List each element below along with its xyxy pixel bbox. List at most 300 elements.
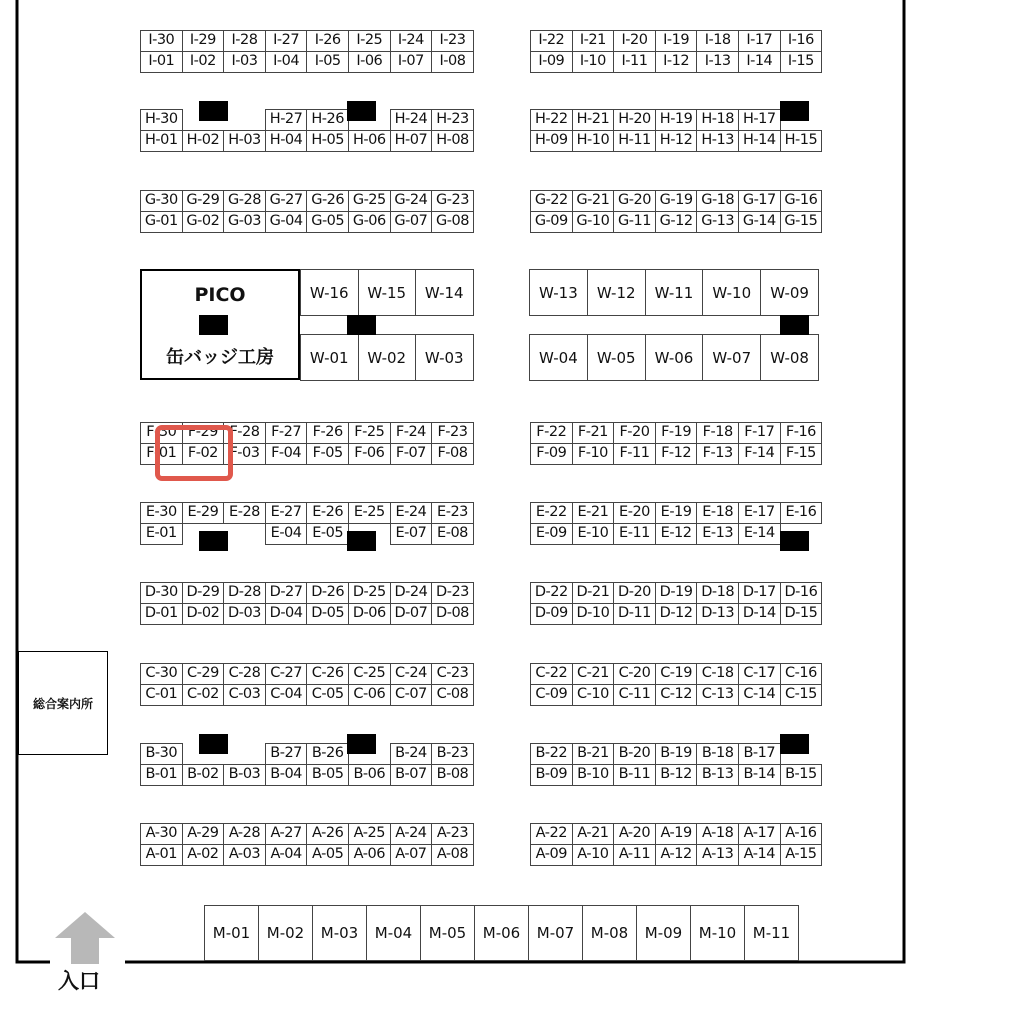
booth[interactable]: G-28: [223, 190, 266, 212]
booth[interactable]: A-08: [431, 844, 474, 866]
booth[interactable]: A-12: [655, 844, 698, 866]
booth[interactable]: F-21: [572, 422, 615, 444]
booth[interactable]: C-26: [306, 663, 349, 685]
booth[interactable]: C-08: [431, 684, 474, 706]
booth[interactable]: B-07: [390, 764, 433, 786]
booth[interactable]: F-14: [738, 443, 781, 465]
booth[interactable]: C-24: [390, 663, 433, 685]
booth[interactable]: B-21: [572, 743, 615, 765]
booth[interactable]: F-13: [696, 443, 739, 465]
booth[interactable]: W-06: [645, 334, 704, 381]
booth[interactable]: B-09: [530, 764, 573, 786]
booth[interactable]: B-11: [613, 764, 656, 786]
booth[interactable]: A-17: [738, 823, 781, 845]
booth[interactable]: F-01: [140, 443, 183, 465]
booth[interactable]: I-15: [780, 51, 823, 73]
booth[interactable]: H-23: [431, 109, 474, 131]
booth[interactable]: H-21: [572, 109, 615, 131]
booth[interactable]: H-04: [265, 130, 308, 152]
booth[interactable]: H-30: [140, 109, 183, 131]
booth[interactable]: F-05: [306, 443, 349, 465]
booth[interactable]: A-23: [431, 823, 474, 845]
booth[interactable]: D-10: [572, 603, 615, 625]
booth[interactable]: G-18: [696, 190, 739, 212]
booth[interactable]: B-19: [655, 743, 698, 765]
booth[interactable]: A-11: [613, 844, 656, 866]
booth[interactable]: D-21: [572, 582, 615, 604]
booth[interactable]: C-12: [655, 684, 698, 706]
booth[interactable]: F-17: [738, 422, 781, 444]
booth[interactable]: G-19: [655, 190, 698, 212]
booth[interactable]: D-11: [613, 603, 656, 625]
booth[interactable]: C-01: [140, 684, 183, 706]
booth[interactable]: H-02: [182, 130, 225, 152]
booth[interactable]: C-19: [655, 663, 698, 685]
booth[interactable]: A-03: [223, 844, 266, 866]
booth[interactable]: E-04: [265, 523, 308, 545]
booth[interactable]: H-11: [613, 130, 656, 152]
booth[interactable]: H-19: [655, 109, 698, 131]
booth[interactable]: D-24: [390, 582, 433, 604]
booth[interactable]: I-17: [738, 30, 781, 52]
booth[interactable]: C-03: [223, 684, 266, 706]
booth[interactable]: I-05: [306, 51, 349, 73]
booth[interactable]: E-12: [655, 523, 698, 545]
booth[interactable]: H-27: [265, 109, 308, 131]
booth[interactable]: E-25: [348, 502, 391, 524]
booth[interactable]: B-02: [182, 764, 225, 786]
booth[interactable]: A-16: [780, 823, 823, 845]
booth[interactable]: W-05: [587, 334, 646, 381]
booth[interactable]: E-22: [530, 502, 573, 524]
booth[interactable]: D-09: [530, 603, 573, 625]
booth[interactable]: C-07: [390, 684, 433, 706]
booth[interactable]: E-07: [390, 523, 433, 545]
booth[interactable]: G-07: [390, 211, 433, 233]
booth[interactable]: W-16: [300, 269, 359, 316]
booth[interactable]: A-09: [530, 844, 573, 866]
booth[interactable]: A-22: [530, 823, 573, 845]
booth[interactable]: D-03: [223, 603, 266, 625]
booth[interactable]: M-06: [474, 905, 529, 961]
booth[interactable]: A-13: [696, 844, 739, 866]
booth[interactable]: F-03: [223, 443, 266, 465]
booth[interactable]: E-30: [140, 502, 183, 524]
booth[interactable]: G-06: [348, 211, 391, 233]
booth[interactable]: D-05: [306, 603, 349, 625]
booth[interactable]: W-14: [415, 269, 474, 316]
booth[interactable]: G-22: [530, 190, 573, 212]
booth[interactable]: E-11: [613, 523, 656, 545]
pico-booth-subtitle: 缶バッジ工房: [166, 347, 274, 368]
booth[interactable]: F-20: [613, 422, 656, 444]
booth[interactable]: F-22: [530, 422, 573, 444]
booth[interactable]: M-09: [636, 905, 691, 961]
booth[interactable]: D-13: [696, 603, 739, 625]
booth[interactable]: E-17: [738, 502, 781, 524]
booth[interactable]: I-23: [431, 30, 474, 52]
booth[interactable]: M-10: [690, 905, 745, 961]
booth[interactable]: B-23: [431, 743, 474, 765]
booth[interactable]: H-17: [738, 109, 781, 131]
booth[interactable]: F-12: [655, 443, 698, 465]
booth[interactable]: E-21: [572, 502, 615, 524]
booth[interactable]: I-13: [696, 51, 739, 73]
booth[interactable]: I-16: [780, 30, 823, 52]
pillar: [199, 315, 228, 335]
booth[interactable]: E-28: [223, 502, 266, 524]
booth[interactable]: G-08: [431, 211, 474, 233]
booth[interactable]: A-27: [265, 823, 308, 845]
booth[interactable]: C-13: [696, 684, 739, 706]
booth[interactable]: I-03: [223, 51, 266, 73]
booth[interactable]: E-20: [613, 502, 656, 524]
pillar: [780, 734, 809, 754]
pillar: [199, 531, 228, 551]
booth[interactable]: I-01: [140, 51, 183, 73]
booth[interactable]: D-17: [738, 582, 781, 604]
booth[interactable]: G-09: [530, 211, 573, 233]
booth[interactable]: C-04: [265, 684, 308, 706]
booth[interactable]: W-08: [760, 334, 819, 381]
booth[interactable]: A-06: [348, 844, 391, 866]
booth[interactable]: H-03: [223, 130, 266, 152]
booth[interactable]: G-26: [306, 190, 349, 212]
booth[interactable]: H-05: [306, 130, 349, 152]
booth[interactable]: A-04: [265, 844, 308, 866]
booth[interactable]: C-14: [738, 684, 781, 706]
booth[interactable]: D-20: [613, 582, 656, 604]
booth[interactable]: W-07: [702, 334, 761, 381]
booth[interactable]: E-05: [306, 523, 349, 545]
booth[interactable]: W-15: [358, 269, 417, 316]
booth[interactable]: C-09: [530, 684, 573, 706]
booth[interactable]: F-24: [390, 422, 433, 444]
booth[interactable]: I-08: [431, 51, 474, 73]
booth[interactable]: C-11: [613, 684, 656, 706]
booth[interactable]: F-23: [431, 422, 474, 444]
booth[interactable]: F-02: [182, 443, 225, 465]
booth[interactable]: G-20: [613, 190, 656, 212]
booth[interactable]: B-01: [140, 764, 183, 786]
booth[interactable]: B-26: [306, 743, 349, 765]
booth[interactable]: G-05: [306, 211, 349, 233]
booth[interactable]: C-29: [182, 663, 225, 685]
booth[interactable]: G-15: [780, 211, 823, 233]
booth[interactable]: D-12: [655, 603, 698, 625]
booth[interactable]: W-01: [300, 334, 359, 381]
booth[interactable]: D-27: [265, 582, 308, 604]
booth[interactable]: W-11: [645, 269, 704, 316]
booth[interactable]: F-29: [182, 422, 225, 444]
booth[interactable]: G-21: [572, 190, 615, 212]
booth[interactable]: I-20: [613, 30, 656, 52]
booth[interactable]: H-07: [390, 130, 433, 152]
booth[interactable]: D-07: [390, 603, 433, 625]
booth[interactable]: H-08: [431, 130, 474, 152]
booth[interactable]: A-19: [655, 823, 698, 845]
booth[interactable]: I-21: [572, 30, 615, 52]
booth[interactable]: I-22: [530, 30, 573, 52]
booth[interactable]: E-13: [696, 523, 739, 545]
booth[interactable]: B-06: [348, 764, 391, 786]
information-desk-label: 総合案内所: [32, 696, 93, 711]
booth[interactable]: M-03: [312, 905, 367, 961]
booth[interactable]: E-01: [140, 523, 183, 545]
booth[interactable]: H-18: [696, 109, 739, 131]
booth[interactable]: G-14: [738, 211, 781, 233]
pillar: [199, 734, 228, 754]
booth[interactable]: M-01: [204, 905, 259, 961]
booth[interactable]: C-22: [530, 663, 573, 685]
booth[interactable]: I-06: [348, 51, 391, 73]
information-desk[interactable]: [18, 651, 108, 755]
booth[interactable]: B-18: [696, 743, 739, 765]
booth[interactable]: C-30: [140, 663, 183, 685]
booth[interactable]: B-14: [738, 764, 781, 786]
booth[interactable]: B-20: [613, 743, 656, 765]
booth[interactable]: H-06: [348, 130, 391, 152]
booth[interactable]: I-07: [390, 51, 433, 73]
booth[interactable]: H-14: [738, 130, 781, 152]
booth[interactable]: G-17: [738, 190, 781, 212]
booth[interactable]: A-05: [306, 844, 349, 866]
booth[interactable]: I-10: [572, 51, 615, 73]
booth[interactable]: G-11: [613, 211, 656, 233]
booth[interactable]: C-02: [182, 684, 225, 706]
booth[interactable]: C-06: [348, 684, 391, 706]
highlighted-booth-marker: [155, 425, 233, 481]
booth[interactable]: E-10: [572, 523, 615, 545]
booth[interactable]: E-16: [780, 502, 823, 524]
booth[interactable]: W-03: [415, 334, 474, 381]
booth[interactable]: W-04: [529, 334, 588, 381]
booth[interactable]: C-05: [306, 684, 349, 706]
booth[interactable]: D-08: [431, 603, 474, 625]
booth[interactable]: M-07: [528, 905, 583, 961]
booth[interactable]: H-20: [613, 109, 656, 131]
booth[interactable]: I-30: [140, 30, 183, 52]
booth[interactable]: E-24: [390, 502, 433, 524]
booth[interactable]: F-18: [696, 422, 739, 444]
booth[interactable]: D-04: [265, 603, 308, 625]
booth[interactable]: G-04: [265, 211, 308, 233]
booth[interactable]: B-04: [265, 764, 308, 786]
booth[interactable]: H-22: [530, 109, 573, 131]
booth[interactable]: G-10: [572, 211, 615, 233]
booth[interactable]: I-29: [182, 30, 225, 52]
booth[interactable]: C-16: [780, 663, 823, 685]
booth[interactable]: A-21: [572, 823, 615, 845]
booth[interactable]: A-15: [780, 844, 823, 866]
booth[interactable]: B-03: [223, 764, 266, 786]
booth[interactable]: D-30: [140, 582, 183, 604]
booth[interactable]: D-16: [780, 582, 823, 604]
booth[interactable]: D-19: [655, 582, 698, 604]
booth[interactable]: F-09: [530, 443, 573, 465]
booth[interactable]: C-17: [738, 663, 781, 685]
booth[interactable]: G-12: [655, 211, 698, 233]
booth[interactable]: C-23: [431, 663, 474, 685]
booth[interactable]: I-26: [306, 30, 349, 52]
booth[interactable]: W-12: [587, 269, 646, 316]
entrance-label: 入口: [58, 969, 100, 993]
booth[interactable]: C-28: [223, 663, 266, 685]
booth[interactable]: F-27: [265, 422, 308, 444]
booth[interactable]: E-14: [738, 523, 781, 545]
booth[interactable]: D-18: [696, 582, 739, 604]
booth[interactable]: B-10: [572, 764, 615, 786]
booth[interactable]: B-22: [530, 743, 573, 765]
booth[interactable]: C-18: [696, 663, 739, 685]
booth[interactable]: M-05: [420, 905, 475, 961]
booth[interactable]: G-13: [696, 211, 739, 233]
booth[interactable]: E-27: [265, 502, 308, 524]
booth[interactable]: D-29: [182, 582, 225, 604]
booth[interactable]: G-16: [780, 190, 823, 212]
booth[interactable]: H-01: [140, 130, 183, 152]
booth[interactable]: B-13: [696, 764, 739, 786]
booth[interactable]: D-26: [306, 582, 349, 604]
booth[interactable]: D-22: [530, 582, 573, 604]
booth[interactable]: W-13: [529, 269, 588, 316]
booth[interactable]: B-05: [306, 764, 349, 786]
pillar: [780, 531, 809, 551]
booth[interactable]: M-08: [582, 905, 637, 961]
booth[interactable]: E-29: [182, 502, 225, 524]
booth[interactable]: W-09: [760, 269, 819, 316]
booth[interactable]: A-14: [738, 844, 781, 866]
booth[interactable]: A-18: [696, 823, 739, 845]
booth[interactable]: F-08: [431, 443, 474, 465]
booth[interactable]: F-15: [780, 443, 823, 465]
booth[interactable]: G-30: [140, 190, 183, 212]
booth[interactable]: I-11: [613, 51, 656, 73]
booth[interactable]: I-09: [530, 51, 573, 73]
booth[interactable]: D-28: [223, 582, 266, 604]
booth[interactable]: H-26: [306, 109, 349, 131]
booth[interactable]: D-02: [182, 603, 225, 625]
booth[interactable]: C-27: [265, 663, 308, 685]
pillar: [347, 531, 376, 551]
booth[interactable]: H-13: [696, 130, 739, 152]
booth[interactable]: A-29: [182, 823, 225, 845]
booth[interactable]: A-20: [613, 823, 656, 845]
booth[interactable]: F-11: [613, 443, 656, 465]
booth[interactable]: A-28: [223, 823, 266, 845]
booth[interactable]: A-10: [572, 844, 615, 866]
booth[interactable]: M-11: [744, 905, 799, 961]
booth[interactable]: I-12: [655, 51, 698, 73]
booth[interactable]: D-14: [738, 603, 781, 625]
booth[interactable]: G-01: [140, 211, 183, 233]
pillar: [199, 101, 228, 121]
booth[interactable]: G-27: [265, 190, 308, 212]
booth[interactable]: C-21: [572, 663, 615, 685]
booth[interactable]: A-07: [390, 844, 433, 866]
booth[interactable]: D-15: [780, 603, 823, 625]
booth[interactable]: C-15: [780, 684, 823, 706]
booth[interactable]: I-25: [348, 30, 391, 52]
booth[interactable]: B-15: [780, 764, 823, 786]
booth[interactable]: F-25: [348, 422, 391, 444]
booth[interactable]: F-30: [140, 422, 183, 444]
booth[interactable]: F-16: [780, 422, 823, 444]
booth[interactable]: I-24: [390, 30, 433, 52]
booth[interactable]: D-06: [348, 603, 391, 625]
booth[interactable]: B-12: [655, 764, 698, 786]
booth[interactable]: I-14: [738, 51, 781, 73]
booth[interactable]: E-26: [306, 502, 349, 524]
booth[interactable]: F-26: [306, 422, 349, 444]
booth[interactable]: B-27: [265, 743, 308, 765]
booth[interactable]: I-28: [223, 30, 266, 52]
booth[interactable]: H-12: [655, 130, 698, 152]
booth[interactable]: F-04: [265, 443, 308, 465]
booth[interactable]: H-24: [390, 109, 433, 131]
booth[interactable]: A-02: [182, 844, 225, 866]
booth[interactable]: F-06: [348, 443, 391, 465]
booth[interactable]: I-04: [265, 51, 308, 73]
booth[interactable]: F-07: [390, 443, 433, 465]
booth[interactable]: W-02: [358, 334, 417, 381]
entrance-arrow-icon: [53, 912, 117, 964]
booth[interactable]: A-26: [306, 823, 349, 845]
booth[interactable]: I-27: [265, 30, 308, 52]
booth[interactable]: H-09: [530, 130, 573, 152]
booth[interactable]: B-17: [738, 743, 781, 765]
booth[interactable]: G-25: [348, 190, 391, 212]
booth[interactable]: G-29: [182, 190, 225, 212]
booth[interactable]: M-04: [366, 905, 421, 961]
booth[interactable]: F-19: [655, 422, 698, 444]
booth[interactable]: H-10: [572, 130, 615, 152]
booth[interactable]: G-02: [182, 211, 225, 233]
booth[interactable]: F-28: [223, 422, 266, 444]
booth[interactable]: B-30: [140, 743, 183, 765]
booth[interactable]: D-25: [348, 582, 391, 604]
booth[interactable]: C-10: [572, 684, 615, 706]
booth[interactable]: A-01: [140, 844, 183, 866]
booth[interactable]: I-02: [182, 51, 225, 73]
booth[interactable]: B-08: [431, 764, 474, 786]
booth[interactable]: E-09: [530, 523, 573, 545]
booth[interactable]: E-23: [431, 502, 474, 524]
booth[interactable]: C-25: [348, 663, 391, 685]
booth[interactable]: C-20: [613, 663, 656, 685]
booth[interactable]: E-18: [696, 502, 739, 524]
booth[interactable]: H-15: [780, 130, 823, 152]
booth[interactable]: D-23: [431, 582, 474, 604]
pico-booth-name: PICO: [194, 284, 246, 306]
booth[interactable]: E-08: [431, 523, 474, 545]
booth[interactable]: G-03: [223, 211, 266, 233]
booth[interactable]: M-02: [258, 905, 313, 961]
booth[interactable]: D-01: [140, 603, 183, 625]
booth[interactable]: B-24: [390, 743, 433, 765]
booth[interactable]: F-10: [572, 443, 615, 465]
booth[interactable]: I-19: [655, 30, 698, 52]
booth[interactable]: W-10: [702, 269, 761, 316]
booth[interactable]: G-23: [431, 190, 474, 212]
booth[interactable]: G-24: [390, 190, 433, 212]
booth[interactable]: I-18: [696, 30, 739, 52]
booth[interactable]: A-24: [390, 823, 433, 845]
pillar: [347, 315, 376, 335]
booth[interactable]: A-30: [140, 823, 183, 845]
booth[interactable]: E-19: [655, 502, 698, 524]
booth[interactable]: A-25: [348, 823, 391, 845]
